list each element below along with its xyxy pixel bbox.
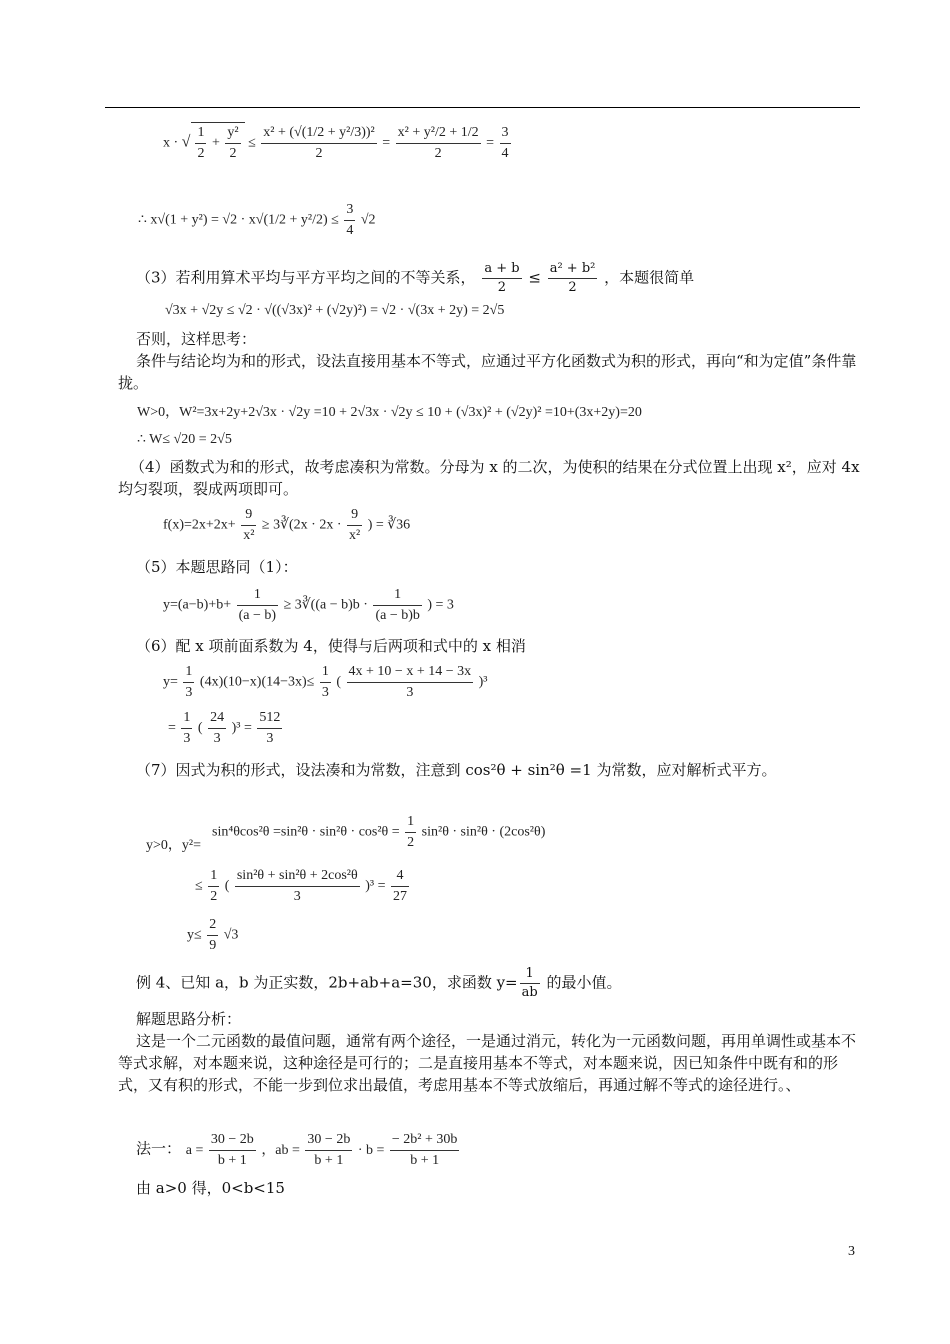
eq-text: x√(1 + y²) = √2 · x√(1/2 + y²/2) ≤	[150, 212, 343, 228]
fraction-den: 2	[568, 280, 577, 295]
fraction-den: b + 1	[410, 1153, 440, 1168]
equation-line-11	[195, 866, 411, 907]
text-analysis-body: 这是一个二元函数的最值问题，通常有两个途径，一是通过消元，转化为一元函数问题，再用单调性或基本不等式求解，对本题来说，这种途径是可行的；二是直接用基本不等式，对本题来说，因已知条件中既有和的形式，又有积的形式，不能一步到位求出最值，考虑用基本不等式放缩后，再通过解不等式的途径进行。、	[118, 1032, 857, 1094]
fraction-num: 1	[183, 662, 194, 683]
equation-line-9	[168, 708, 284, 749]
paragraph-7: （7）因式为积的形式，设法凑和为常数，注意到 cos²θ + sin²θ =1 为常数，应对解析式平方。	[136, 761, 777, 779]
eq-text: ≤	[528, 268, 541, 287]
fraction-num: 4x + 10 − x + 14 − 3x	[347, 662, 474, 683]
eq-text: ≥ 3∛((a − b)b ·	[283, 597, 372, 613]
para-text: ，本题很简单	[604, 268, 695, 287]
text-analysis-heading: 解题思路分析：	[136, 1010, 242, 1028]
fraction-num: 1	[208, 866, 219, 887]
eq-text: )³	[478, 674, 488, 690]
fraction-num: 1	[181, 708, 192, 729]
fraction-num: y²	[225, 123, 240, 144]
eq-text: ∴	[138, 212, 147, 228]
eq-text: √2	[360, 212, 376, 228]
fraction-den: 3	[213, 731, 221, 746]
fraction-den: 2	[315, 146, 323, 161]
equation-line-10-lead: y>0，y²=	[146, 838, 201, 853]
eq-text: ≥ 3∛(2x · 2x ·	[261, 517, 345, 533]
fraction-den: 4	[501, 146, 509, 161]
paragraph-5: （5）本题思路同（1）：	[136, 558, 298, 576]
equation-line-8	[163, 662, 487, 703]
fraction-num: a² + b²	[548, 260, 598, 279]
fraction-den: 2	[229, 146, 237, 161]
fraction-num: x² + y²/2 + 1/2	[396, 123, 481, 144]
text-condition: 条件与结论均为和的形式，设法直接用基本不等式，应通过平方化函数式为积的形式，再向“和为定值”条件靠拢。	[118, 352, 857, 392]
fraction-num: 3	[344, 200, 355, 221]
fraction-den: x²	[243, 528, 255, 543]
para-text: 的最小值。	[541, 973, 622, 992]
fraction-num: 4	[391, 866, 409, 887]
fraction-num: − 2b² + 30b	[390, 1130, 460, 1151]
paragraph-3	[136, 260, 694, 297]
eq-text: y≤	[187, 927, 202, 943]
eq-text: (	[197, 720, 203, 736]
eq-text: =	[168, 720, 176, 736]
fraction-den: 2	[407, 835, 415, 850]
eq-text: y=	[163, 674, 178, 690]
fraction-den: 2	[210, 889, 218, 904]
equation-line-4: W>0，W²=3x+2y+2√3x · √2y =10 + 2√3x · √2y ≤ 10 + (√3x)² + (√2y)² =10+(3x+2y)=20	[137, 405, 642, 420]
fraction-den: 3	[293, 889, 301, 904]
eq-text: sin²θ · sin²θ · (2cos²θ)	[421, 824, 546, 840]
fraction-den: b + 1	[217, 1153, 247, 1168]
fraction-den: 27	[392, 889, 407, 904]
fraction-num: sin²θ + sin²θ + 2cos²θ	[235, 866, 360, 887]
equation-line-3: √3x + √2y ≤ √2 · √((√3x)² + (√2y)²) = √2 · √(3x + 2y) = 2√5	[165, 303, 505, 318]
text-range: 由 a>0 得，0<b<15	[136, 1179, 285, 1197]
fraction-num: 30 − 2b	[305, 1130, 352, 1151]
eq-text: (	[224, 878, 230, 894]
eq-text: f(x)=2x+2x+	[163, 517, 236, 533]
fraction-den: 2	[497, 280, 507, 295]
eq-text: √3	[223, 927, 239, 943]
fraction-num: 30 − 2b	[209, 1130, 256, 1151]
eq-text: +	[211, 135, 220, 151]
header-rule	[105, 107, 860, 108]
equation-line-6	[163, 505, 410, 546]
fraction-den: x²	[348, 528, 361, 543]
fraction-den: b + 1	[314, 1153, 344, 1168]
eq-text: y=(a−b)+b+	[163, 597, 232, 613]
fraction-den: 2	[434, 146, 442, 161]
eq-text: )³ =	[231, 720, 252, 736]
fraction-den: 2	[197, 146, 205, 161]
eq-text: (	[336, 674, 342, 690]
fraction-den: (a − b)	[238, 608, 277, 623]
para-text: 法一：	[136, 1139, 182, 1158]
fraction-num: 3	[500, 123, 511, 144]
eq-text: ) = ∛36	[367, 517, 411, 533]
eq-text: =	[382, 135, 391, 151]
fraction-den: 3	[183, 731, 191, 746]
eq-text: x ·	[163, 135, 179, 151]
fraction-den: 3	[266, 731, 274, 746]
equation-line-5: ∴ W≤ √20 = 2√5	[137, 432, 232, 447]
paragraph-4: （4）函数式为和的形式，故考虑凑积为常数。分母为 x 的二次，为使积的结果在分式位置上出现 x²，应对 4x 均匀裂项，裂成两项即可。	[118, 458, 860, 498]
eq-text: )³ =	[365, 878, 386, 894]
page-number: 3	[848, 1244, 855, 1259]
example-4	[136, 965, 622, 1002]
eq-text: ≤	[248, 135, 256, 151]
fraction-num: x² + (√(1/2 + y²/3))²	[261, 123, 377, 144]
paragraph-6: （6）配 x 项前面系数为 4，使得与后两项和式中的 x 相消	[136, 637, 526, 655]
fraction-num: 1	[320, 662, 331, 683]
fraction-num: 1	[405, 812, 416, 833]
fraction-den: 9	[209, 938, 217, 953]
fraction-den: ab	[521, 985, 538, 1000]
fraction-num: 1	[373, 585, 421, 606]
fraction-num: 24	[208, 708, 226, 729]
fraction-num: 9	[347, 505, 362, 526]
fraction-den: 3	[321, 685, 329, 700]
text-otherwise: 否则，这样思考：	[136, 330, 257, 348]
equation-line-2	[138, 200, 376, 241]
eq-text: (4x)(10−x)(14−3x)≤	[199, 674, 315, 690]
eq-text: sin⁴θcos²θ =sin²θ · sin²θ · cos²θ =	[212, 824, 400, 840]
fraction-num: 9	[241, 505, 256, 526]
para-text: （3）若利用算术平均与平方平均之间的不等关系，	[136, 268, 476, 287]
eq-text: ) = 3	[427, 597, 454, 613]
fraction-num: 1	[520, 965, 540, 984]
fraction-den: 3	[185, 685, 193, 700]
fraction-den: 4	[346, 223, 354, 238]
eq-text: =	[486, 135, 495, 151]
fraction-den: (a − b)b	[375, 608, 420, 623]
method-1	[136, 1130, 461, 1171]
fraction-num: 1	[195, 123, 206, 144]
fraction-num: 2	[207, 915, 218, 936]
eq-text: · b =	[357, 1142, 385, 1158]
fraction-num: 512	[257, 708, 282, 729]
equation-line-7	[163, 585, 454, 626]
fraction-num: 1	[237, 585, 278, 606]
equation-line-1: x · √ $\frac{1}{2}$ + $\frac{\text{y²}}{2}$ ≤ $\frac{\text{x² + (√(1/2 + y²/3))²}}{2}$ = $\frac{\text{x² + y²/2 + 1/2}}{2}$ = $\frac{3}{4}$	[163, 122, 513, 164]
equation-line-10-top	[212, 812, 545, 853]
para-text: 例 4、已知 a，b 为正实数，2b+ab+a=30，求函数 y=	[136, 973, 518, 992]
fraction-den: 3	[406, 685, 414, 700]
eq-text: ≤	[195, 878, 203, 894]
eq-text: ，ab =	[261, 1142, 300, 1158]
eq-text: a =	[185, 1142, 204, 1158]
equation-line-12	[187, 915, 238, 956]
fraction-num: a + b	[482, 260, 521, 279]
